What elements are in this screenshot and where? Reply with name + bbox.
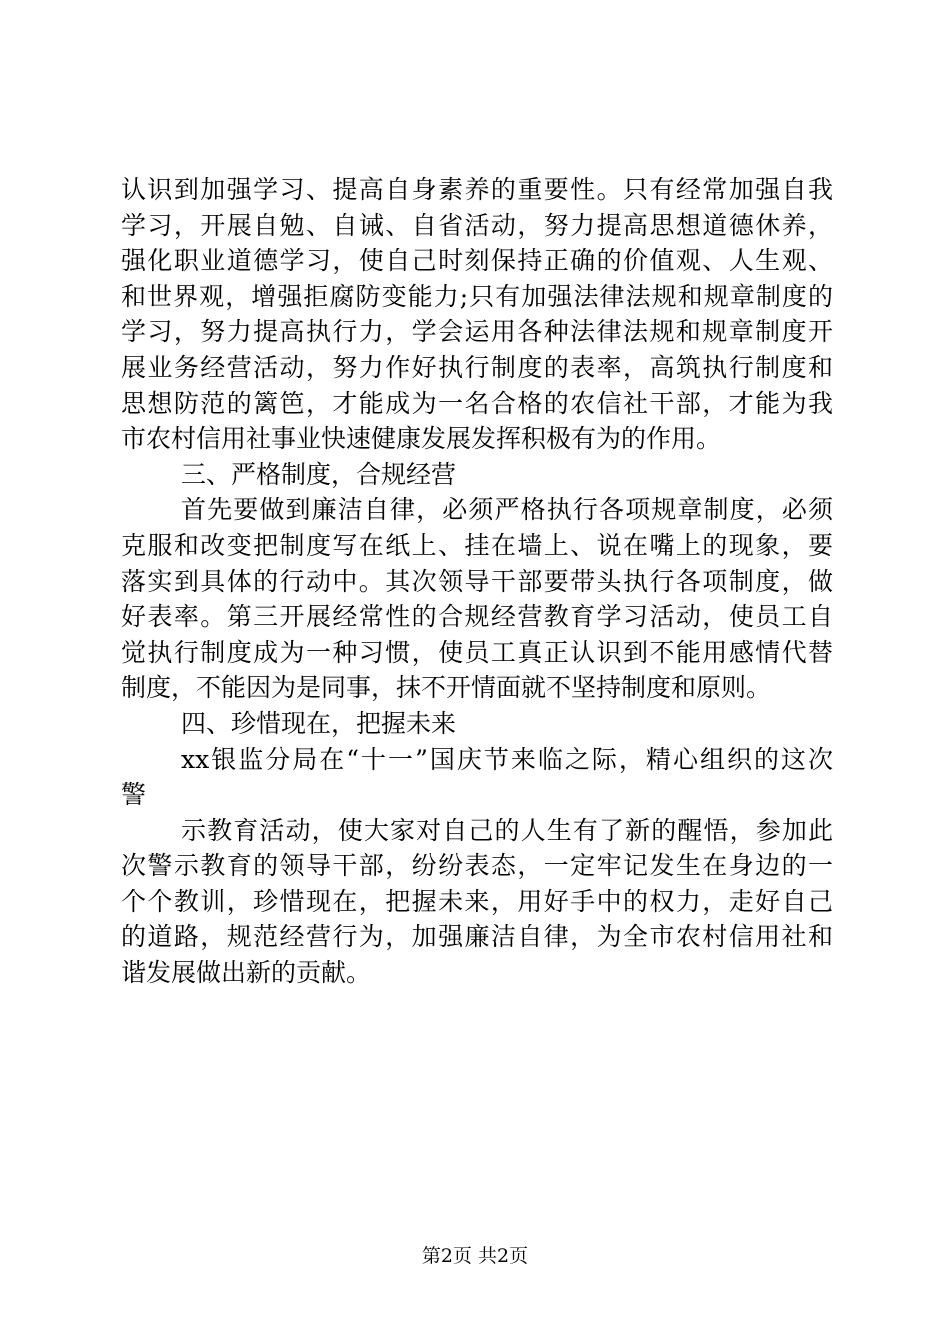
body-line: 觉执行制度成为一种习惯，使员工真正认识到不能用感情代替 — [121, 637, 833, 667]
body-line: 思想防范的篱笆，才能成为一名合格的农信社干部，才能为我 — [121, 388, 833, 418]
body-line: 次警示教育的领导干部，纷纷表态，一定牢记发生在身边的一 — [121, 851, 833, 881]
body-line: 和世界观，增强拒腐防变能力;只有加强法律法规和规章制度的 — [121, 281, 833, 311]
body-line: 学习，努力提高执行力，学会运用各种法律法规和规章制度开 — [121, 317, 833, 347]
body-line: 学习，开展自勉、自诫、自省活动，努力提高思想道德休养， — [121, 210, 833, 240]
body-line: 示教育活动，使大家对自己的人生有了新的醒悟，参加此 — [181, 815, 833, 845]
body-line: 展业务经营活动，努力作好执行制度的表率，高筑执行制度和 — [121, 352, 833, 382]
section-heading: 三、严格制度，合规经营 — [181, 459, 457, 489]
body-line: xx银监分局在“十一”国庆节来临之际，精心组织的这次 — [181, 744, 833, 774]
body-line: 落实到具体的行动中。其次领导干部要带头执行各项制度，做 — [121, 566, 833, 596]
body-line: 的道路，规范经营行为，加强廉洁自律，为全市农村信用社和 — [121, 922, 833, 952]
body-line: 好表率。第三开展经常性的合规经营教育学习活动，使员工自 — [121, 602, 833, 632]
body-line: 首先要做到廉洁自律，必须严格执行各项规章制度，必须 — [181, 495, 833, 525]
page-number-label: 第2页 共2页 — [421, 1245, 529, 1267]
body-line: 个个教训，珍惜现在，把握未来，用好手中的权力，走好自己 — [121, 886, 833, 916]
page-footer — [0, 1244, 950, 1268]
body-line: 克服和改变把制度写在纸上、挂在墙上、说在嘴上的现象，要 — [121, 530, 833, 560]
body-line: 市农村信用社事业快速健康发展发挥积极有为的作用。 — [121, 424, 722, 454]
document-body — [121, 172, 833, 991]
body-line: 强化职业道德学习，使自己时刻保持正确的价值观、人生观、 — [121, 246, 833, 276]
body-line: 警 — [121, 780, 147, 810]
body-line: 谐发展做出新的贡献。 — [121, 958, 372, 988]
body-line: 制度，不能因为是同事，抹不开情面就不坚持制度和原则。 — [121, 673, 772, 703]
section-heading: 四、珍惜现在，把握未来 — [181, 708, 457, 738]
body-line: 认识到加强学习、提高自身素养的重要性。只有经常加强自我 — [121, 175, 833, 204]
